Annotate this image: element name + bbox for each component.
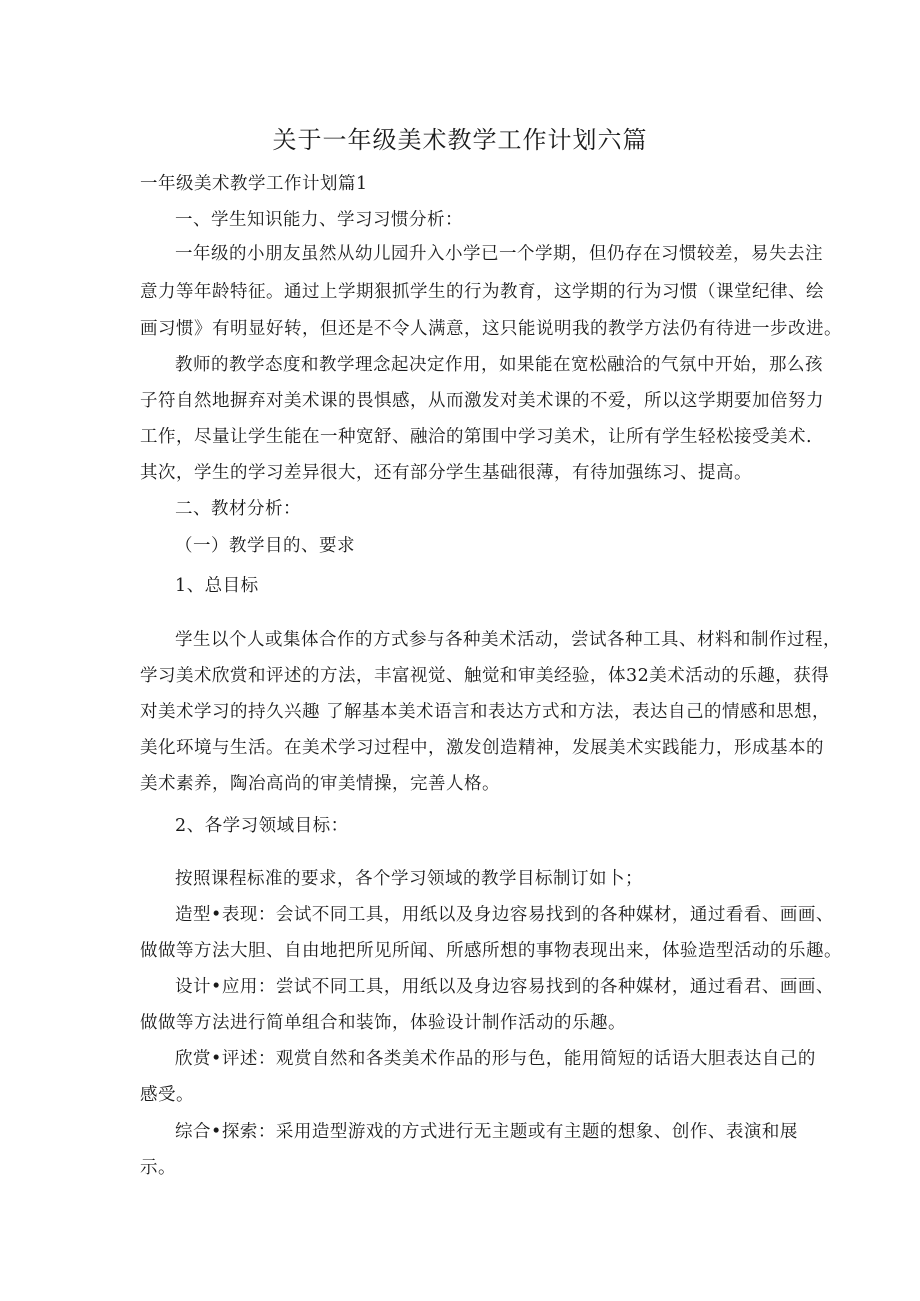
- paragraph-line: 欣赏•评述：观赏自然和各类美术作品的形与色，能用简短的话语大胆表达自己的: [175, 1049, 816, 1069]
- heading-line: 二、教材分析：: [175, 499, 301, 519]
- paragraph-line: 一年级的小朋友虽然从幼儿园升入小学已一个学期，但仍存在习惯较差，易失去注: [175, 244, 823, 264]
- paragraph-line: 示。: [140, 1158, 176, 1178]
- paragraph-line: 做做等方法进行简单组合和装饰，体验设计制作活动的乐趣。: [140, 1013, 626, 1033]
- paragraph-line: 综合•探索：采用造型游戏的方式进行无主题或有主题的想象、创作、表演和展: [175, 1122, 798, 1142]
- paragraph-line: 对美术学习的持久兴趣 了解基本美术语言和表达方式和方法，表达自己的情感和思想，: [140, 702, 831, 722]
- heading-line: 1、总目标: [175, 576, 259, 596]
- section-subtitle: 一年级美术教学工作计划篇1: [140, 174, 368, 194]
- paragraph-line: 感受。: [140, 1085, 194, 1105]
- paragraph-line: 意力等年龄特征。通过上学期狠抓学生的行为教育，这学期的行为习惯（课堂纪律、绘: [140, 282, 824, 302]
- paragraph-line: 其次，学生的学习差异很大，还有部分学生基础很薄，有待加强练习、提高。: [140, 463, 752, 483]
- paragraph-line: 工作，尽量让学生能在一种宽舒、融洽的第围中学习美术，让所有学生轻松接受美术.: [140, 427, 813, 447]
- paragraph-line: 做做等方法大胆、自由地把所见所闻、所感所想的事物表现出来，体验造型活动的乐趣。: [140, 941, 842, 961]
- heading-line: 2、各学习领域目标：: [175, 816, 349, 836]
- paragraph-line: 子符自然地摒弃对美术课的畏惧感，从而激发对美术课的不爱，所以这学期要加倍努力: [140, 391, 824, 411]
- heading-line: 一、学生知识能力、学习习惯分析：: [175, 210, 463, 230]
- document-title: 关于一年级美术教学工作计划六篇: [272, 126, 648, 154]
- paragraph-line: 设计•应用：尝试不同工具，用纸以及身边容易找到的各种媒材，通过看君、画画、: [175, 977, 834, 997]
- paragraph-line: 美化环境与生活。在美术学习过程中，激发创造精神，发展美术实践能力，形成基本的: [140, 738, 824, 758]
- paragraph-line: 学生以个人或集体合作的方式参与各种美术活动，尝试各种工具、材料和制作过程，: [175, 630, 841, 650]
- paragraph-line: 造型•表现：会试不同工具，用纸以及身边容易找到的各种媒材，通过看看、画画、: [175, 905, 834, 925]
- paragraph-line: 画习惯》有明显好转，但还是不令人满意，这只能说明我的教学方法仍有待进一步改进。: [140, 319, 842, 339]
- paragraph-line: 教师的教学态度和教学理念起决定作用，如果能在宽松融洽的气氛中开始，那么孩: [175, 355, 823, 375]
- heading-line: （一）教学目的、要求: [175, 536, 355, 556]
- paragraph-line: 学习美术欣赏和评述的方法，丰富视觉、触觉和审美经验，体32美术活动的乐趣，获得: [140, 666, 830, 686]
- paragraph-line: 美术素养，陶冶高尚的审美情操，完善人格。: [140, 774, 500, 794]
- paragraph-line: 按照课程标准的要求，各个学习领域的教学目标制订如卜；: [175, 869, 643, 889]
